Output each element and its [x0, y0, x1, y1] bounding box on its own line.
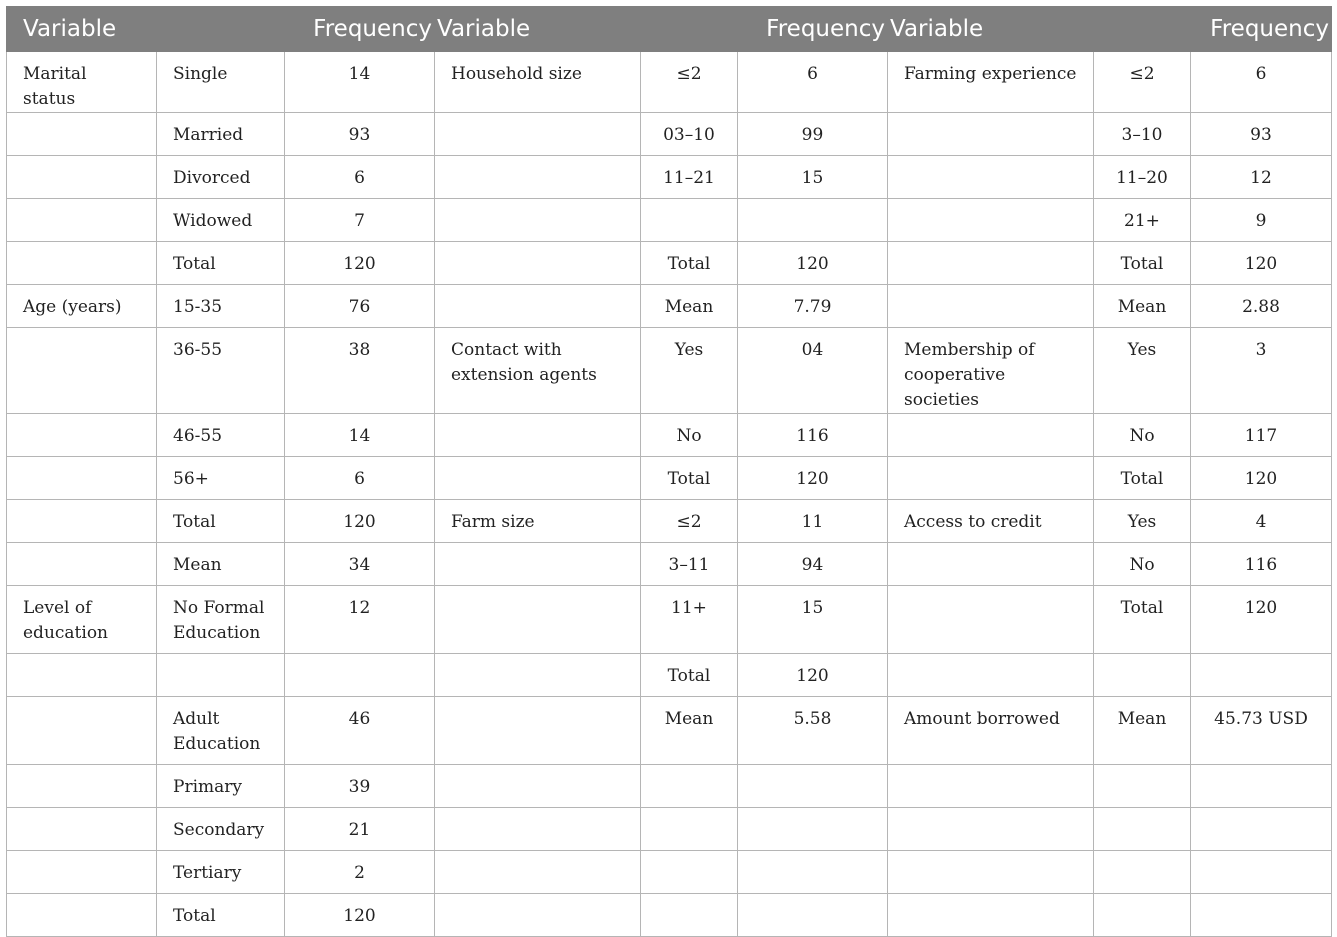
table-cell: Single [157, 52, 285, 113]
table-cell: 11 [738, 500, 888, 543]
table-cell: 11–20 [1094, 156, 1191, 199]
table-cell: Contact with extension agents [435, 328, 641, 414]
table-cell: 3–11 [641, 543, 738, 586]
table-cell: 93 [1191, 113, 1332, 156]
table-cell [641, 199, 738, 242]
table-cell: Total [641, 654, 738, 697]
table-row [7, 285, 1332, 328]
table-cell: Amount borrowed [888, 697, 1094, 765]
table-cell [435, 697, 641, 765]
table-cell [888, 543, 1094, 586]
table-cell: 56+ [157, 457, 285, 500]
table-cell: Total [157, 242, 285, 285]
table-cell: 3 [1191, 328, 1332, 414]
table-cell [888, 285, 1094, 328]
table-cell: 03–10 [641, 113, 738, 156]
table-cell [641, 894, 738, 937]
table-cell: No Formal Education [157, 586, 285, 654]
table-cell: 46-55 [157, 414, 285, 457]
table-cell: 34 [285, 543, 435, 586]
table-cell [738, 851, 888, 894]
table-cell: Farming experience [888, 52, 1094, 113]
table-row [7, 654, 1332, 697]
table-row [7, 765, 1332, 808]
table-cell: Mean [1094, 697, 1191, 765]
table-cell: Tertiary [157, 851, 285, 894]
table-cell [435, 851, 641, 894]
table-cell: 21 [285, 808, 435, 851]
table-cell: 99 [738, 113, 888, 156]
table-cell: 6 [1191, 52, 1332, 113]
table-cell [888, 765, 1094, 808]
table-cell: 4 [1191, 500, 1332, 543]
table-cell [7, 156, 157, 199]
table-cell [641, 765, 738, 808]
table-cell: 6 [285, 156, 435, 199]
table-cell [435, 765, 641, 808]
table-cell [7, 113, 157, 156]
table-cell: 76 [285, 285, 435, 328]
table-cell: 15 [738, 156, 888, 199]
header-variable-1: Variable [7, 7, 285, 52]
table-cell [1094, 765, 1191, 808]
table-cell [7, 808, 157, 851]
table-cell: Access to credit [888, 500, 1094, 543]
table-cell: 120 [285, 242, 435, 285]
table-cell: Membership of cooperative societies [888, 328, 1094, 414]
table-row [7, 414, 1332, 457]
table-cell [435, 285, 641, 328]
table-cell: Mean [641, 285, 738, 328]
table-cell: Secondary [157, 808, 285, 851]
table-cell: Household size [435, 52, 641, 113]
table-cell: Adult Education [157, 697, 285, 765]
table-cell: 120 [285, 894, 435, 937]
table-cell [435, 586, 641, 654]
table-cell: 117 [1191, 414, 1332, 457]
table-cell: 3–10 [1094, 113, 1191, 156]
table-cell: Total [1094, 457, 1191, 500]
table-row [7, 808, 1332, 851]
table-row [7, 328, 1332, 414]
table-row [7, 894, 1332, 937]
table-cell [7, 199, 157, 242]
table-cell [888, 457, 1094, 500]
table-cell: 120 [738, 654, 888, 697]
table-cell [7, 654, 157, 697]
table-cell [435, 457, 641, 500]
table-cell: Widowed [157, 199, 285, 242]
table-cell: 120 [1191, 457, 1332, 500]
table-cell: ≤2 [1094, 52, 1191, 113]
table-cell: 11+ [641, 586, 738, 654]
table-cell [157, 654, 285, 697]
table-cell: 15-35 [157, 285, 285, 328]
table-cell: 7.79 [738, 285, 888, 328]
table-cell [888, 113, 1094, 156]
table-cell [888, 156, 1094, 199]
table-cell [7, 242, 157, 285]
table-cell: Total [641, 457, 738, 500]
table-cell [1094, 654, 1191, 697]
data-table [6, 6, 1332, 937]
table-cell: 38 [285, 328, 435, 414]
table-cell: Total [641, 242, 738, 285]
table-cell: 5.58 [738, 697, 888, 765]
table-cell [888, 851, 1094, 894]
table-row [7, 199, 1332, 242]
table-cell: 12 [285, 586, 435, 654]
table-cell [1191, 808, 1332, 851]
table-cell [7, 851, 157, 894]
table-cell [435, 414, 641, 457]
table-cell: Yes [1094, 328, 1191, 414]
table-cell: No [1094, 543, 1191, 586]
table-cell: 93 [285, 113, 435, 156]
table-cell: 45.73 USD [1191, 697, 1332, 765]
table-cell [435, 543, 641, 586]
table-cell: 120 [1191, 242, 1332, 285]
table-cell: 116 [1191, 543, 1332, 586]
table-cell [7, 543, 157, 586]
table-cell: Divorced [157, 156, 285, 199]
table-cell: Mean [157, 543, 285, 586]
table-cell [285, 654, 435, 697]
table-cell: 14 [285, 414, 435, 457]
table-cell [7, 894, 157, 937]
table-row [7, 697, 1332, 765]
table-cell: Total [157, 894, 285, 937]
table-cell [435, 156, 641, 199]
table-cell: No [1094, 414, 1191, 457]
table-cell: 2 [285, 851, 435, 894]
table-cell [1191, 654, 1332, 697]
table-cell: Yes [1094, 500, 1191, 543]
table-cell [738, 199, 888, 242]
table-cell [435, 242, 641, 285]
table-cell [7, 765, 157, 808]
table-cell [1191, 851, 1332, 894]
table-cell [888, 894, 1094, 937]
table-cell: 9 [1191, 199, 1332, 242]
table-cell [435, 654, 641, 697]
table-cell: 11–21 [641, 156, 738, 199]
table-row [7, 851, 1332, 894]
table-cell: 46 [285, 697, 435, 765]
table-cell: Married [157, 113, 285, 156]
table-cell: Primary [157, 765, 285, 808]
table-cell: ≤2 [641, 500, 738, 543]
table-cell: 2.88 [1191, 285, 1332, 328]
table-cell [435, 894, 641, 937]
table-cell: 120 [285, 500, 435, 543]
header-frequency-2: Frequency [738, 7, 888, 52]
table-cell [1094, 808, 1191, 851]
table-cell [641, 808, 738, 851]
table-cell: 36-55 [157, 328, 285, 414]
table-cell [435, 199, 641, 242]
table-cell: 15 [738, 586, 888, 654]
table-cell: 39 [285, 765, 435, 808]
table-cell: Total [1094, 242, 1191, 285]
table-cell: Level of education [7, 586, 157, 654]
table-cell [1191, 894, 1332, 937]
table-cell: 12 [1191, 156, 1332, 199]
table-cell [738, 765, 888, 808]
table-cell: 120 [738, 457, 888, 500]
table-cell [888, 808, 1094, 851]
table-cell: No [641, 414, 738, 457]
table-cell [1094, 851, 1191, 894]
table-cell [7, 697, 157, 765]
table-cell [435, 113, 641, 156]
table-cell: 7 [285, 199, 435, 242]
table-cell [7, 328, 157, 414]
table-cell [7, 414, 157, 457]
header-frequency-1: Frequency [285, 7, 435, 52]
table-cell [738, 808, 888, 851]
table-cell: 120 [738, 242, 888, 285]
table-cell [888, 242, 1094, 285]
table-cell: 116 [738, 414, 888, 457]
table-cell [7, 457, 157, 500]
table-cell: 6 [285, 457, 435, 500]
table-cell: ≤2 [641, 52, 738, 113]
table-cell: 120 [1191, 586, 1332, 654]
header-row [7, 7, 1332, 52]
table-cell: Farm size [435, 500, 641, 543]
table-cell [888, 199, 1094, 242]
table-row [7, 52, 1332, 113]
table-row [7, 242, 1332, 285]
table-cell: Marital status [7, 52, 157, 113]
header-variable-2: Variable [435, 7, 738, 52]
table-cell [1094, 894, 1191, 937]
table-cell [888, 414, 1094, 457]
table-cell [435, 808, 641, 851]
table-cell: Total [1094, 586, 1191, 654]
table-cell: 04 [738, 328, 888, 414]
table-row [7, 156, 1332, 199]
table-cell: 21+ [1094, 199, 1191, 242]
table-cell [641, 851, 738, 894]
table-cell: 14 [285, 52, 435, 113]
table-cell [888, 586, 1094, 654]
table-row [7, 543, 1332, 586]
table-row [7, 586, 1332, 654]
table-cell [1191, 765, 1332, 808]
table-cell [738, 894, 888, 937]
table-cell: 6 [738, 52, 888, 113]
table-cell [7, 500, 157, 543]
table-row [7, 457, 1332, 500]
table-cell: Total [157, 500, 285, 543]
table-row [7, 113, 1332, 156]
header-frequency-3: Frequency [1191, 7, 1332, 52]
table-cell: Mean [641, 697, 738, 765]
table-row [7, 500, 1332, 543]
table-cell: 94 [738, 543, 888, 586]
header-variable-3: Variable [888, 7, 1191, 52]
table-cell [888, 654, 1094, 697]
table-cell: Mean [1094, 285, 1191, 328]
table-cell: Age (years) [7, 285, 157, 328]
table-cell: Yes [641, 328, 738, 414]
